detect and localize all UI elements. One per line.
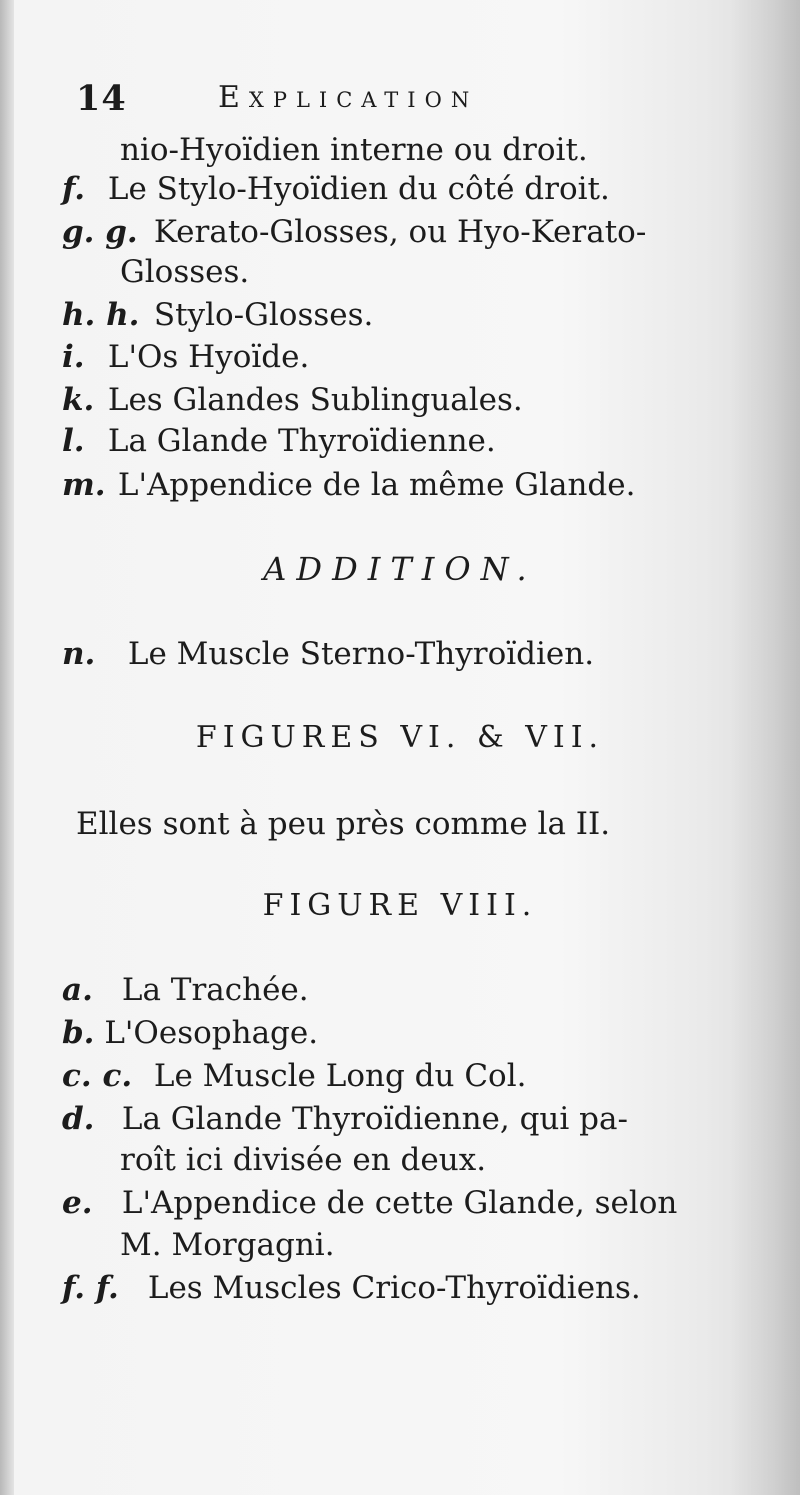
item-text: Le Stylo-Hyoïdien du côté droit. (107, 171, 610, 207)
item-letter: m. (62, 467, 106, 503)
item-letter: b. (62, 1015, 95, 1051)
item-text: Le Muscle Long du Col. (153, 1058, 527, 1094)
item-text: La Glande Thyroïdienne. (107, 423, 496, 459)
list-item (62, 1099, 628, 1139)
item-letter: n. (62, 636, 96, 672)
item-text: M. Morgagni. (120, 1227, 335, 1263)
page-number: 14 (76, 78, 127, 119)
item-text: Les Muscles Crico-Thyroïdiens. (147, 1270, 641, 1306)
list-item (120, 1140, 486, 1180)
running-title: Explication (218, 80, 479, 115)
list-item (62, 1013, 318, 1053)
paragraph: Elles sont à peu près comme la II. (76, 806, 611, 842)
item-letter: l. (62, 423, 85, 459)
item-letter: d. (62, 1101, 95, 1137)
item-letter: f. (62, 171, 86, 207)
page-header (76, 78, 726, 128)
item-letter: c. c. (62, 1058, 133, 1094)
item-letter: i. (62, 339, 85, 375)
list-item (62, 295, 373, 335)
item-letter: e. (62, 1185, 93, 1221)
figure-viii-heading: FIGURE VIII. (262, 888, 538, 923)
list-item (62, 1268, 641, 1308)
list-item (120, 1225, 335, 1265)
item-text: La Glande Thyroïdienne, qui pa- (121, 1101, 628, 1137)
item-letter: f. f. (62, 1270, 119, 1306)
item-text: L'Oesophage. (104, 1015, 319, 1051)
list-item (62, 380, 523, 420)
list-item (62, 634, 594, 674)
item-letter: k. (62, 382, 95, 418)
list-item (62, 337, 309, 377)
list-item (62, 465, 635, 505)
item-letter: g. g. (62, 214, 138, 250)
list-item (62, 1183, 677, 1223)
item-text: Kerato-Glosses, ou Hyo-Kerato- (153, 214, 647, 250)
list-item (62, 169, 610, 209)
list-item (120, 252, 249, 292)
item-letter: a. (62, 972, 93, 1008)
item-text: Les Glandes Sublinguales. (107, 382, 523, 418)
list-item (62, 421, 496, 461)
list-item (62, 1056, 526, 1096)
item-text: L'Appendice de cette Glande, selon (121, 1185, 678, 1221)
item-text: L'Os Hyoïde. (107, 339, 310, 375)
list-item (62, 970, 309, 1010)
item-text: Le Muscle Sterno-Thyroïdien. (127, 636, 595, 672)
list-item (62, 212, 646, 252)
list-item: nio-Hyoïdien interne ou droit. (120, 132, 588, 168)
item-letter: h. h. (62, 297, 140, 333)
item-text: Stylo-Glosses. (153, 297, 374, 333)
item-text: Glosses. (120, 254, 250, 290)
addition-heading: ADDITION. (263, 550, 537, 588)
item-text: roît ici divisée en deux. (120, 1142, 487, 1178)
figures-vi-vii-heading: FIGURES VI. & VII. (195, 720, 605, 755)
item-text: L'Appendice de la même Glande. (117, 467, 636, 503)
item-text: La Trachée. (121, 972, 309, 1008)
